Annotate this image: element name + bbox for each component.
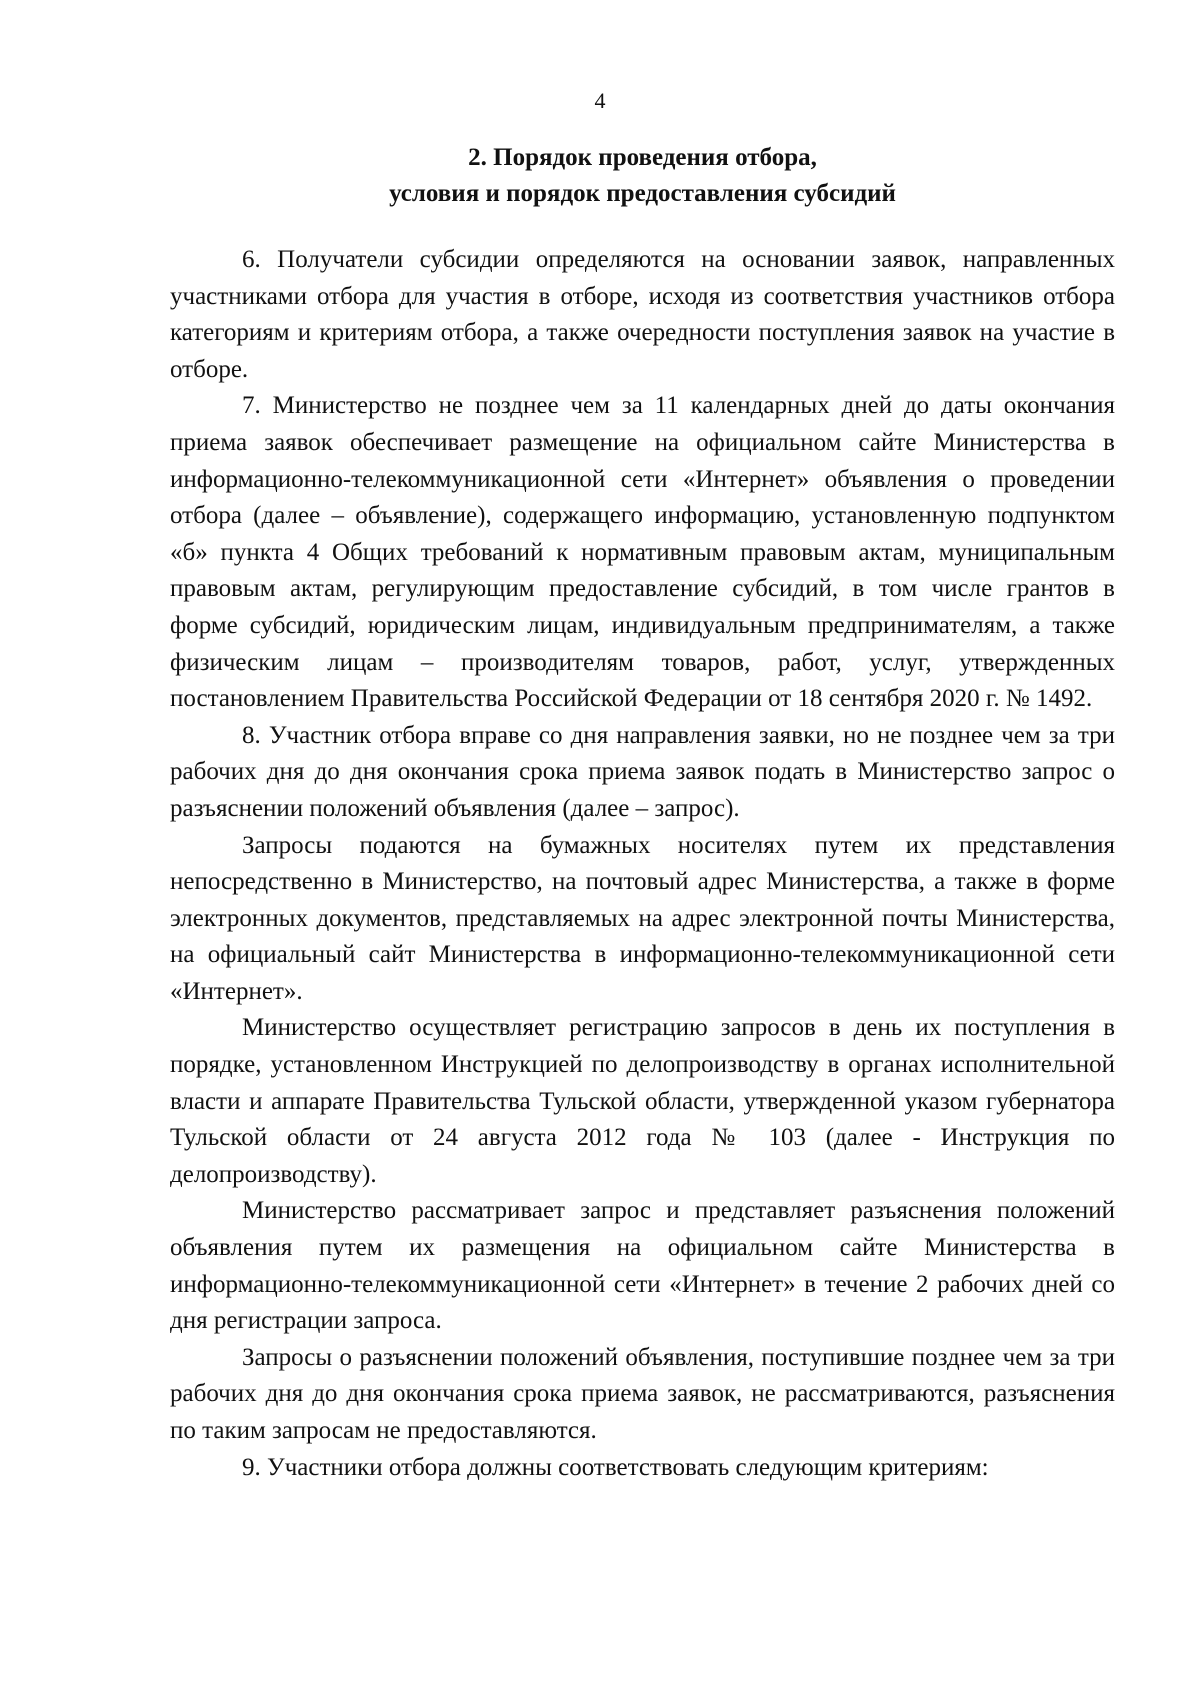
section-heading <box>170 140 1115 212</box>
section-heading-line-1: 2. Порядок проведения отбора, <box>468 144 817 171</box>
paragraph-8: 8. Участник отбора вправе со дня направления заявки, но не позднее чем за три рабочих дня до дня окончания срока приема заявок подать в Министерство запрос о разъяснении положений объявления (далее – запрос). <box>170 721 1115 822</box>
paragraph-requests-submission: Запросы подаются на бумажных носителях путем их представления непосредственно в Министерство, на почтовый адрес Министерства, а также в форме электронных документов, представляемых на адрес электронной почты Министерства, на официальный сайт Министерства в информационно-телекоммуникационной сети «Интернет». <box>170 831 1115 1005</box>
paragraph-late-requests: Запросы о разъяснении положений объявления, поступившие позднее чем за три рабочих дня до дня окончания срока приема заявок, не рассматриваются, разъяснения по таким запросам не предоставляются. <box>170 1343 1115 1444</box>
paragraph-requests-review: Министерство рассматривает запрос и представляет разъяснения положений объявления путем их размещения на официальном сайте Министерства в информационно-телекоммуникационной сети «Интернет» в течение 2 рабочих дней со дня регистрации запроса. <box>170 1197 1115 1335</box>
paragraph-7: 7. Министерство не позднее чем за 11 календарных дней до даты окончания приема заявок обеспечивает размещение на официальном сайте Министерства в информационно-телекоммуникационной сети «Интернет» объявления о проведении отбора (далее – объявление), содержащего информацию, установленную подпунктом «б» пункта 4 Общих требований к нормативным правовым актам, муниципальным правовым актам, регулирующим предоставление субсидий, в том числе грантов в форме субсидий, юридическим лицам, индивидуальным предпринимателям, а также физическим лицам – производителям товаров, работ, услуг, утвержденных постановлением Правительства Российской Федерации от 18 сентября 2020 г. № 1492. <box>170 392 1115 713</box>
document-body <box>170 242 1115 1486</box>
paragraph-9: 9. Участники отбора должны соответствовать следующим критериям: <box>242 1453 989 1481</box>
paragraph-6: 6. Получатели субсидии определяются на основании заявок, направленных участниками отбора для участия в отборе, исходя из соответствия участников отбора категориям и критериям отбора, а также очередности поступления заявок на участие в отборе. <box>170 246 1115 383</box>
section-heading-line-2: условия и порядок предоставления субсидий <box>389 180 896 207</box>
paragraph-requests-registration: Министерство осуществляет регистрацию запросов в день их поступления в порядке, установленном Инструкцией по делопроизводству в органах исполнительной власти и аппарате Правительства Тульской области, утвержденной указом губернатора Тульской области от 24 августа 2012 года № 103 (далее - Инструкция по делопроизводству). <box>170 1014 1115 1188</box>
page-number: 4 <box>594 88 606 113</box>
